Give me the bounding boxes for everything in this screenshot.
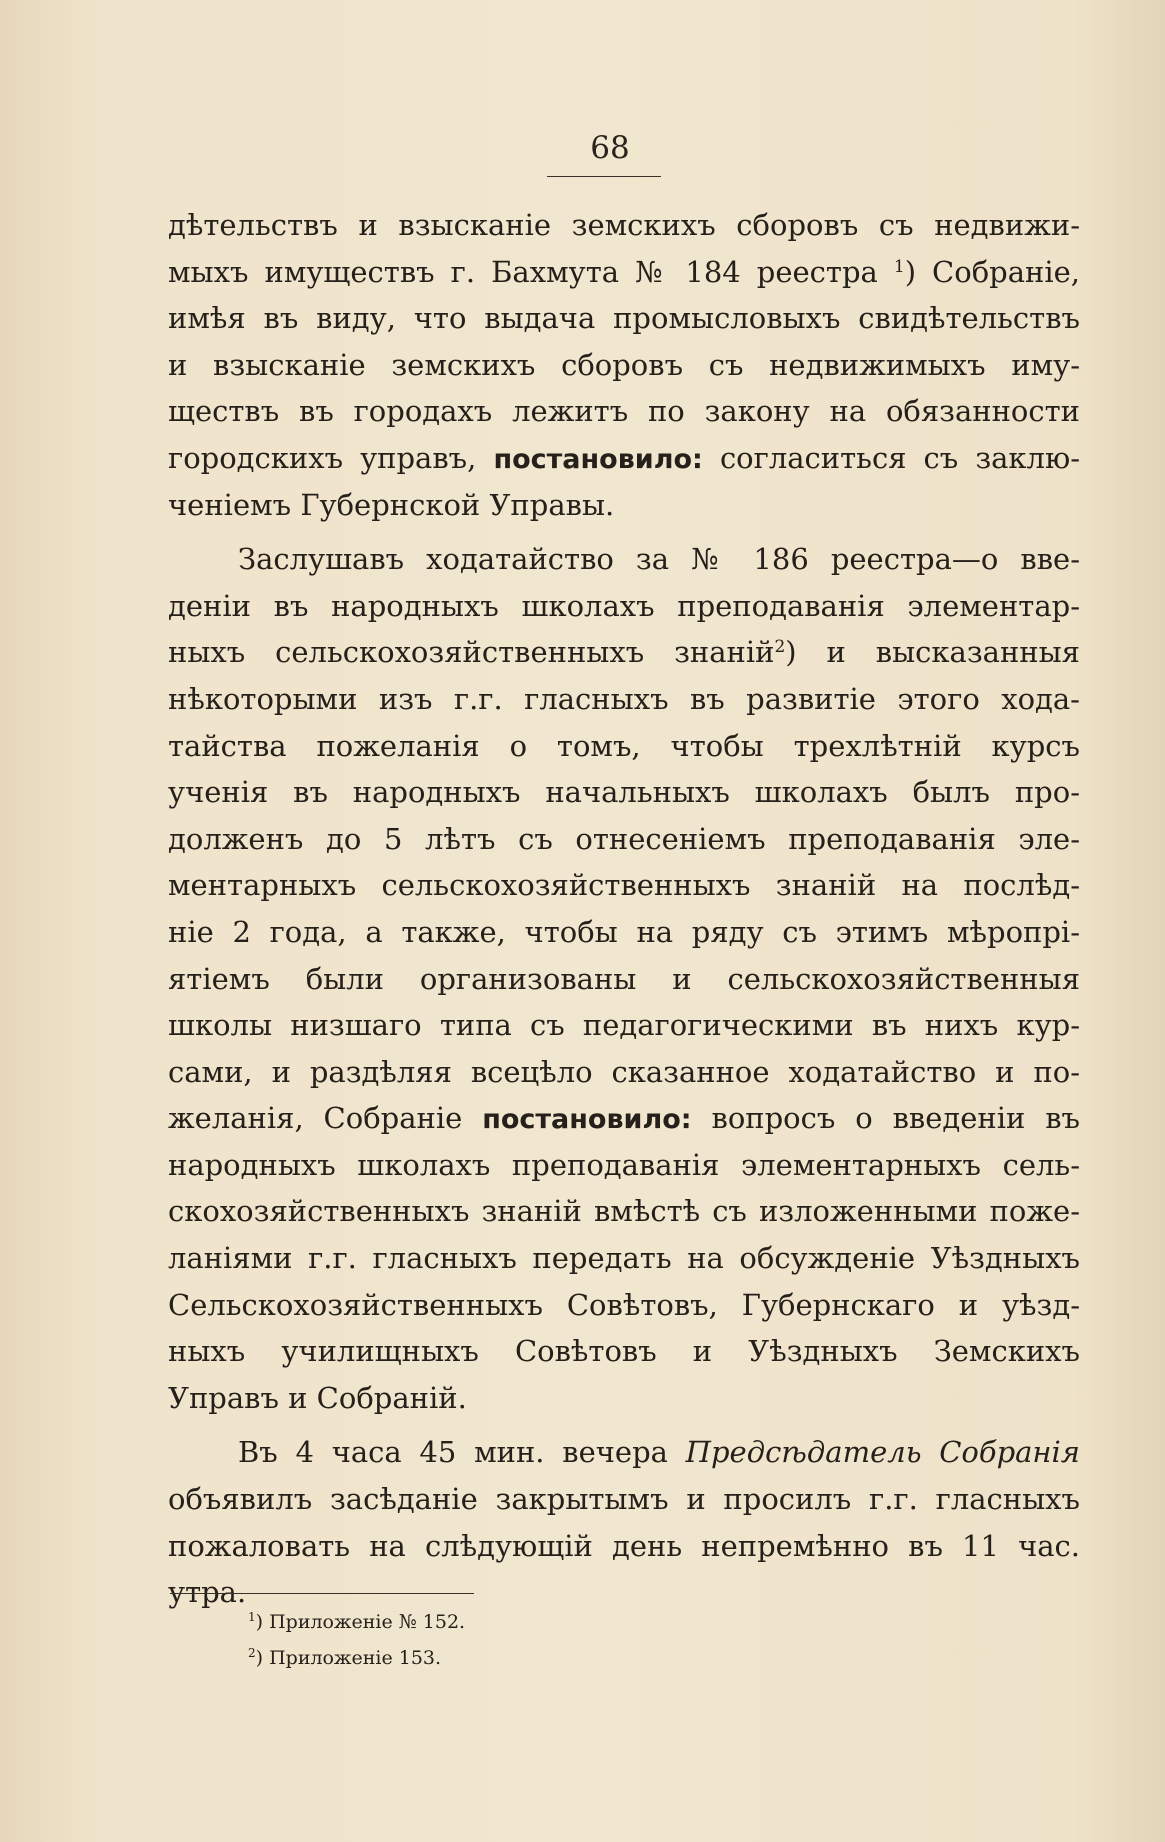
text-fragment: желанія, Собраніе <box>168 1101 463 1136</box>
text-fragment: вопросъ о введеніи въ <box>711 1101 1080 1136</box>
text-fragment: мыхъ имуществъ г. Бахмута № 184 реестра <box>168 254 878 289</box>
text-line: мыхъ имуществъ г. Бахмута № 184 реестра $^1$) Собраніе, <box>168 254 1080 289</box>
text-line: ментарныхъ сельскохозяйственныхъ знаній на послѣд- <box>168 868 1080 903</box>
text-line <box>168 629 1080 676</box>
text-line: ученія въ народныхъ начальныхъ школахъ былъ про- <box>168 775 1080 810</box>
chairman-title: Предсѣдатель Собранія <box>685 1435 1081 1470</box>
text-line: ланіями г.г. гласныхъ передать на обсужденіе Уѣздныхъ <box>168 1241 1080 1276</box>
footnotes <box>248 1604 465 1676</box>
text-line: школы низшаго типа съ педагогическими въ нихъ кур- <box>168 1008 1080 1043</box>
text-line: ществъ въ городахъ лежитъ по закону на обязанности <box>168 394 1080 429</box>
text-line: дѣтельствъ и взысканіе земскихъ сборовъ съ недвижи- <box>168 208 1080 242</box>
footnote-marker: 1 <box>893 256 905 277</box>
text-line: утра. <box>168 1575 247 1610</box>
text-line: имѣя въ виду, что выдача промысловыхъ свидѣтельствъ <box>168 301 1080 336</box>
text-line: объявилъ засѣданіе закрытымъ и просилъ г.г. гласныхъ <box>168 1482 1080 1517</box>
resolution-keyword: постановило: <box>493 443 703 475</box>
text-line: долженъ до 5 лѣтъ съ отнесеніемъ преподаванія эле- <box>168 821 1080 856</box>
text-fragment: ныхъ сельскохозяйственныхъ знаній <box>168 635 775 670</box>
paragraph-1 <box>168 202 1080 528</box>
resolution-keyword: постановило: <box>482 1104 692 1136</box>
text-line <box>168 435 1080 482</box>
footnote-1 <box>248 1604 465 1640</box>
footnote-text: ) Приложеніе № 152. <box>255 1611 466 1633</box>
text-fragment: Въ 4 часа 45 мин. вечера <box>238 1435 668 1470</box>
page-number: 68 <box>590 130 630 166</box>
text-fragment: ) и высказанныя <box>785 635 1080 670</box>
text-line <box>168 1429 1080 1476</box>
text-line: скохозяйственныхъ знаній вмѣстѣ съ изложенными поже- <box>168 1194 1080 1229</box>
text-line: тайства пожеланія о томъ, чтобы трехлѣтній курсъ <box>168 728 1080 763</box>
text-line: Сельскохозяйственныхъ Совѣтовъ, Губернскаго и уѣзд- <box>168 1287 1080 1322</box>
text-line <box>168 1095 1080 1142</box>
text-line: деніи въ народныхъ школахъ преподаванія элементар- <box>168 588 1080 623</box>
text-line: Заслушавъ ходатайство за № 186 реестра—о вве- <box>238 542 1080 577</box>
text-line: народныхъ школахъ преподаванія элементарныхъ сель- <box>168 1147 1080 1182</box>
text-line: и взысканіе земскихъ сборовъ съ недвижимыхъ иму- <box>168 347 1080 382</box>
text-line: ныхъ училищныхъ Совѣтовъ и Уѣздныхъ Земскихъ <box>168 1334 1080 1369</box>
footnote-2 <box>248 1640 465 1676</box>
text-line: Управъ и Собраній. <box>168 1380 467 1415</box>
footnote-rule <box>170 1593 474 1594</box>
footnote-text: ) Приложеніе 153. <box>255 1647 442 1669</box>
text-line: сами, и раздѣляя всецѣло сказанное ходатайство и по- <box>168 1054 1080 1089</box>
body-text <box>168 202 1080 1616</box>
paragraph-3 <box>168 1429 1080 1615</box>
text-line: ченіемъ Губернской Управы. <box>168 487 615 522</box>
footnote-marker: 2 <box>774 637 786 658</box>
text-fragment: согласиться съ заклю- <box>719 440 1081 475</box>
text-line: ніе 2 года, а также, чтобы на ряду съ этимъ мѣропрі- <box>168 914 1080 949</box>
text-line: пожаловать на слѣдующій день непремѣнно въ 11 час. <box>168 1528 1080 1563</box>
text-line: нѣкоторыми изъ г.г. гласныхъ въ развитіе этого хода- <box>168 681 1080 716</box>
page-number-rule <box>547 176 661 177</box>
footnote-mark: 1 <box>248 1610 256 1624</box>
text-fragment: городскихъ управъ, <box>168 440 477 475</box>
footnote-mark: 2 <box>248 1646 256 1660</box>
text-line: ятіемъ были организованы и сельскохозяйственныя <box>168 961 1080 996</box>
text-fragment: Собраніе, <box>932 254 1080 289</box>
paragraph-2 <box>168 536 1080 1421</box>
